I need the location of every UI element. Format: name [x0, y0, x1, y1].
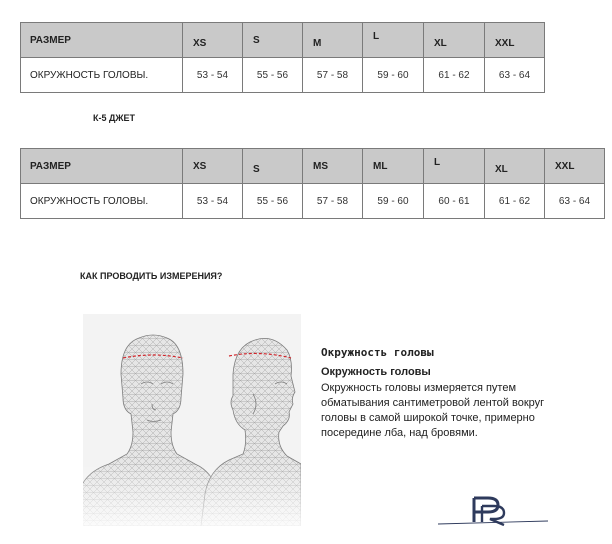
header-size-xxl: XXL [545, 149, 605, 184]
cell-value: 53 - 54 [183, 184, 243, 219]
header-size-label: РАЗМЕР [21, 149, 183, 184]
cell-value: 55 - 56 [243, 58, 303, 93]
head-measurement-figure [83, 314, 301, 526]
table-row [21, 58, 545, 93]
brand-logo [438, 494, 548, 528]
description-title: Окружность головы [321, 346, 434, 359]
header-size-xl: XL [485, 149, 545, 184]
description-subtitle: Окружность головы [321, 366, 431, 378]
cell-value: 61 - 62 [424, 58, 485, 93]
table-header-row [21, 149, 605, 184]
header-size-l: L [424, 149, 485, 184]
table-header-row [21, 23, 545, 58]
header-size-ml: ML [363, 149, 424, 184]
cell-value: 57 - 58 [303, 58, 363, 93]
cell-value: 53 - 54 [183, 58, 243, 93]
cell-value: 63 - 64 [545, 184, 605, 219]
header-size-xxl: XXL [485, 23, 545, 58]
row-label: ОКРУЖНОСТЬ ГОЛОВЫ. [21, 184, 183, 219]
header-size-xl: XL [424, 23, 485, 58]
cell-value: 60 - 61 [424, 184, 485, 219]
row-label: ОКРУЖНОСТЬ ГОЛОВЫ. [21, 58, 183, 93]
header-size-s: S [243, 149, 303, 184]
cell-value: 61 - 62 [485, 184, 545, 219]
size-table-2 [20, 148, 605, 219]
jet-section-title: К-5 ДЖЕТ [93, 113, 136, 123]
cell-value: 57 - 58 [303, 184, 363, 219]
cell-value: 59 - 60 [363, 58, 424, 93]
table-row [21, 184, 605, 219]
header-size-s: S [243, 23, 303, 58]
measure-section-title: КАК ПРОВОДИТЬ ИЗМЕРЕНИЯ? [80, 271, 223, 281]
size-table-1 [20, 22, 545, 93]
description-body: Окружность головы измеряется путем обматывания сантиметровой лентой вокруг головы в самой широкой точке, примерно посередине лба, над бровями. [321, 382, 545, 439]
cell-value: 59 - 60 [363, 184, 424, 219]
header-size-m: M [303, 23, 363, 58]
header-size-xs: XS [183, 23, 243, 58]
cell-value: 63 - 64 [485, 58, 545, 93]
header-size-ms: MS [303, 149, 363, 184]
header-size-l: L [363, 23, 424, 58]
header-size-xs: XS [183, 149, 243, 184]
header-size-label: РАЗМЕР [21, 23, 183, 58]
cell-value: 55 - 56 [243, 184, 303, 219]
